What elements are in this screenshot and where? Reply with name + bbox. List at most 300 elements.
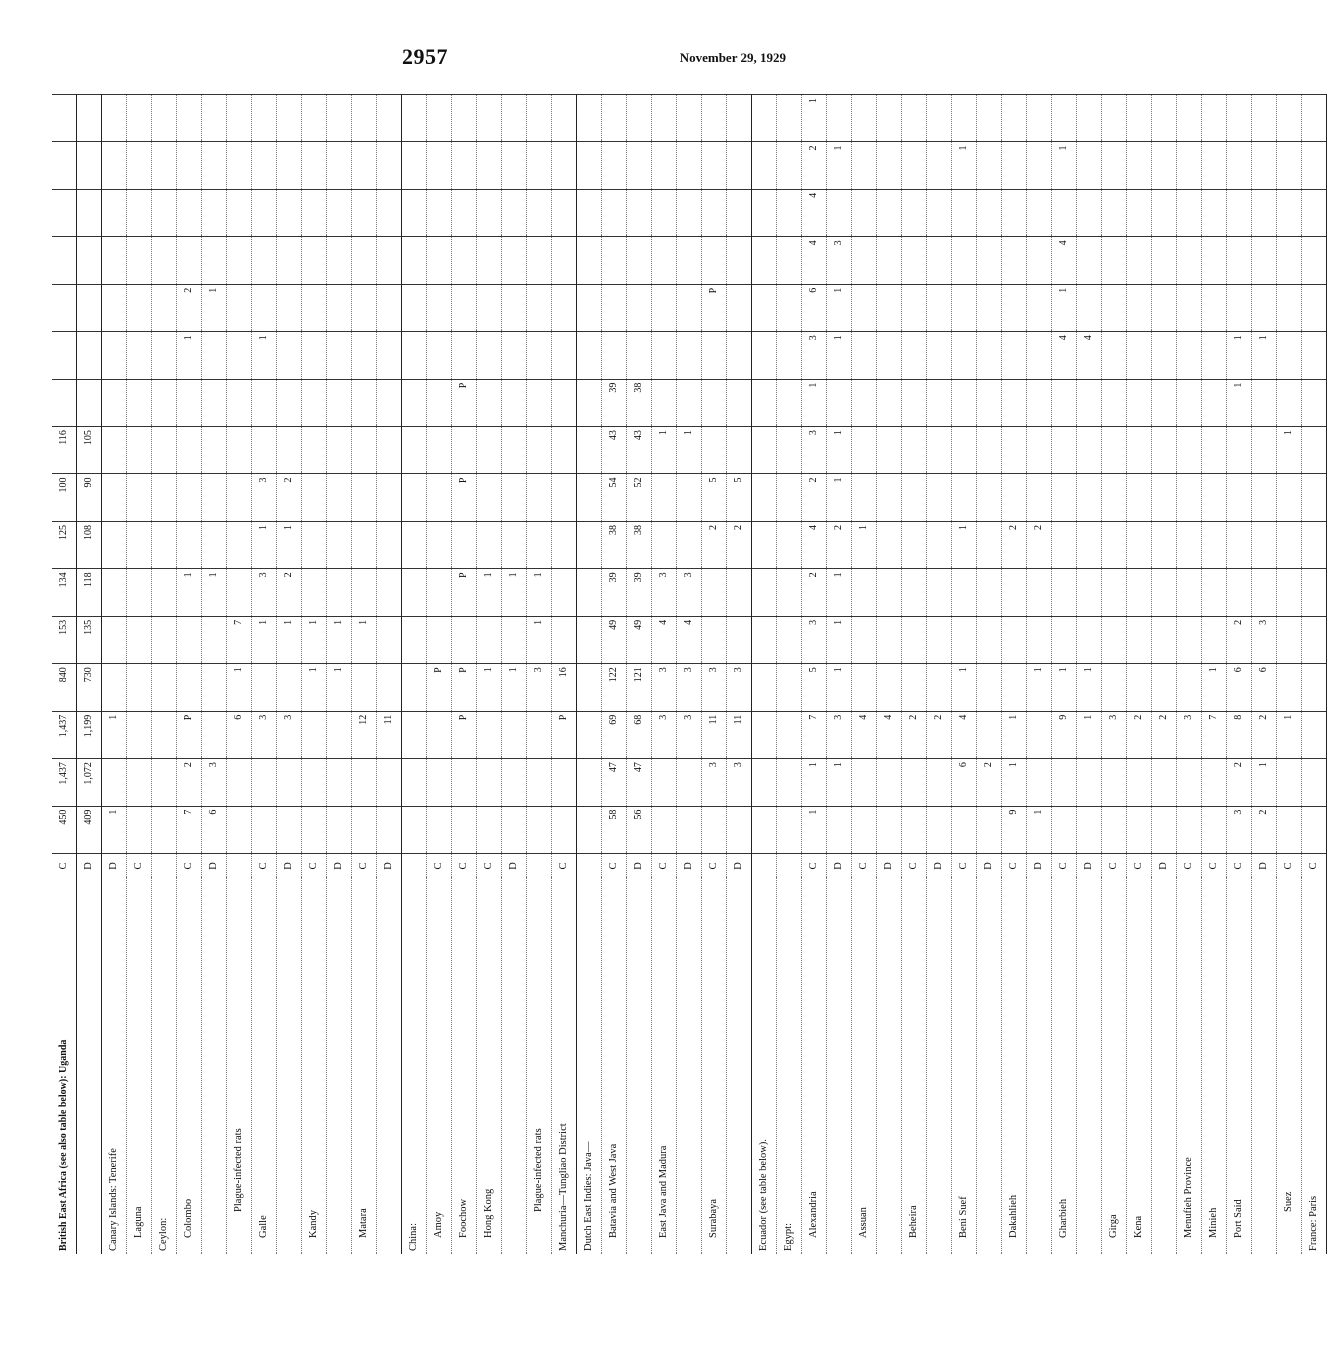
value-cell (552, 189, 577, 236)
value-cell (402, 474, 427, 521)
table-row (127, 95, 152, 1255)
value-cell (1027, 332, 1052, 379)
value-cell: 1 (827, 616, 852, 663)
value-cell: P (177, 711, 202, 758)
table-row (377, 95, 402, 1255)
value-cell: 1 (502, 664, 527, 711)
value-cell (827, 189, 852, 236)
value-cell (477, 474, 502, 521)
value-cell (327, 711, 352, 758)
value-cell (677, 332, 702, 379)
value-cell (552, 95, 577, 142)
value-cell (327, 189, 352, 236)
value-cell (952, 95, 977, 142)
table-row (177, 95, 202, 1255)
table-row (552, 95, 577, 1255)
value-cell: 1 (352, 616, 377, 663)
value-cell (1027, 284, 1052, 331)
value-cell: 1 (252, 521, 277, 568)
value-cell (702, 427, 727, 474)
value-cell (777, 521, 802, 568)
value-cell: 4 (802, 189, 827, 236)
place-cell: East Java and Madura (652, 878, 677, 1254)
table-row (527, 95, 552, 1255)
value-cell: 1 (502, 569, 527, 616)
value-cell (852, 616, 877, 663)
value-cell: 108 (77, 521, 102, 568)
value-cell: 38 (627, 379, 652, 426)
place-cell: Galle (252, 878, 277, 1254)
value-cell (1102, 237, 1127, 284)
place-cell: Egypt: (777, 878, 802, 1254)
value-cell (1052, 474, 1077, 521)
place-cell (977, 878, 1002, 1254)
value-cell (1202, 142, 1227, 189)
value-cell: 6 (1252, 664, 1277, 711)
value-cell (1252, 379, 1277, 426)
value-cell (152, 142, 177, 189)
value-cell (1302, 189, 1327, 236)
place-cell: Colombo (177, 878, 202, 1254)
value-cell (927, 427, 952, 474)
value-cell (852, 474, 877, 521)
value-cell (652, 379, 677, 426)
value-cell: 1 (102, 711, 127, 758)
value-cell (1002, 427, 1027, 474)
value-cell (1277, 189, 1302, 236)
value-cell (977, 142, 1002, 189)
place-cell (927, 878, 952, 1254)
value-cell (652, 189, 677, 236)
value-cell (427, 142, 452, 189)
value-cell: P (452, 379, 477, 426)
value-cell (377, 806, 402, 853)
value-cell (902, 427, 927, 474)
value-cell (477, 759, 502, 806)
table-row (327, 95, 352, 1255)
value-cell (377, 189, 402, 236)
value-cell (77, 142, 102, 189)
value-cell (402, 332, 427, 379)
case-death-cell: C (1177, 854, 1202, 879)
value-cell (402, 569, 427, 616)
value-cell: P (452, 474, 477, 521)
case-death-cell (577, 854, 602, 879)
value-cell (552, 142, 577, 189)
case-death-cell: C (1127, 854, 1152, 879)
table-row (727, 95, 752, 1255)
value-cell (552, 332, 577, 379)
value-cell (977, 521, 1002, 568)
value-cell (852, 759, 877, 806)
value-cell (1027, 379, 1052, 426)
value-cell (377, 284, 402, 331)
value-cell: 43 (602, 427, 627, 474)
value-cell (777, 284, 802, 331)
value-cell: 2 (177, 759, 202, 806)
value-cell (977, 711, 1002, 758)
place-cell: British East Africa (see also table below): Uganda (52, 878, 77, 1254)
value-cell (477, 142, 502, 189)
value-cell (1002, 332, 1027, 379)
case-death-cell: C (52, 854, 77, 879)
value-cell (377, 427, 402, 474)
case-death-cell (777, 854, 802, 879)
value-cell: 54 (602, 474, 627, 521)
value-cell (677, 284, 702, 331)
value-cell: 3 (1227, 806, 1252, 853)
value-cell (1252, 95, 1277, 142)
value-cell (127, 237, 152, 284)
value-cell (227, 237, 252, 284)
value-cell (1277, 521, 1302, 568)
value-cell (352, 189, 377, 236)
place-cell: Kandy (302, 878, 327, 1254)
value-cell: 6 (802, 284, 827, 331)
value-cell (702, 569, 727, 616)
value-cell (377, 759, 402, 806)
value-cell: 1 (477, 569, 502, 616)
value-cell (1202, 95, 1227, 142)
value-cell (1127, 284, 1152, 331)
value-cell (202, 474, 227, 521)
value-cell (1127, 189, 1152, 236)
value-cell (427, 616, 452, 663)
value-cell (777, 664, 802, 711)
value-cell (252, 379, 277, 426)
value-cell (777, 806, 802, 853)
value-cell: 153 (52, 616, 77, 663)
value-cell (1152, 427, 1177, 474)
value-cell (1127, 142, 1152, 189)
value-cell (927, 474, 952, 521)
value-cell (477, 711, 502, 758)
value-cell: 3 (1252, 616, 1277, 663)
case-death-cell: D (827, 854, 852, 879)
value-cell (102, 427, 127, 474)
value-cell: 3 (727, 759, 752, 806)
value-cell (252, 95, 277, 142)
value-cell: 1 (302, 664, 327, 711)
value-cell (1227, 189, 1252, 236)
value-cell: 1 (177, 332, 202, 379)
value-cell (527, 474, 552, 521)
value-cell (1227, 427, 1252, 474)
place-cell: Foochow (452, 878, 477, 1254)
value-cell (752, 189, 777, 236)
value-cell (877, 332, 902, 379)
value-cell: 6 (202, 806, 227, 853)
value-cell (677, 759, 702, 806)
value-cell: 47 (602, 759, 627, 806)
value-cell (327, 95, 352, 142)
value-cell (352, 237, 377, 284)
value-cell (502, 284, 527, 331)
value-cell (1202, 189, 1227, 236)
value-cell (102, 237, 127, 284)
value-cell (277, 237, 302, 284)
value-cell: 52 (627, 474, 652, 521)
value-cell: 1 (227, 664, 252, 711)
value-cell (427, 332, 452, 379)
place-cell: Dakahlieh (1002, 878, 1027, 1254)
value-cell (702, 332, 727, 379)
value-cell (277, 759, 302, 806)
value-cell (327, 332, 352, 379)
value-cell (177, 189, 202, 236)
value-cell (302, 711, 327, 758)
value-cell (777, 616, 802, 663)
value-cell (352, 284, 377, 331)
value-cell (277, 806, 302, 853)
place-cell: Amoy (427, 878, 452, 1254)
value-cell: 2 (977, 759, 1002, 806)
value-cell: 38 (602, 521, 627, 568)
value-cell (777, 189, 802, 236)
table-row (902, 95, 927, 1255)
value-cell: 1 (202, 284, 227, 331)
value-cell: P (552, 711, 577, 758)
value-cell: 1 (827, 332, 852, 379)
value-cell (652, 237, 677, 284)
value-cell (1227, 569, 1252, 616)
value-cell (452, 237, 477, 284)
value-cell (677, 521, 702, 568)
value-cell (577, 189, 602, 236)
value-cell (1127, 332, 1152, 379)
value-cell (452, 284, 477, 331)
value-cell (777, 711, 802, 758)
value-cell (777, 379, 802, 426)
place-cell (877, 878, 902, 1254)
value-cell (377, 95, 402, 142)
value-cell (1302, 237, 1327, 284)
value-cell (727, 616, 752, 663)
value-cell (702, 237, 727, 284)
value-cell (302, 237, 327, 284)
value-cell (1277, 806, 1302, 853)
value-cell (1027, 616, 1052, 663)
value-cell: 1 (827, 474, 852, 521)
value-cell (1177, 237, 1202, 284)
case-death-cell: D (627, 854, 652, 879)
value-cell (977, 569, 1002, 616)
value-cell (527, 427, 552, 474)
value-cell (302, 95, 327, 142)
case-death-cell: D (1027, 854, 1052, 879)
place-cell (1077, 878, 1102, 1254)
value-cell: 1 (327, 664, 352, 711)
value-cell (452, 806, 477, 853)
value-cell: 1 (1002, 711, 1027, 758)
value-cell (727, 284, 752, 331)
value-cell: 1 (527, 569, 552, 616)
value-cell (1252, 521, 1277, 568)
value-cell: P (452, 711, 477, 758)
place-cell: Girga (1102, 878, 1127, 1254)
value-cell (1152, 284, 1177, 331)
value-cell: P (427, 664, 452, 711)
value-cell (1127, 569, 1152, 616)
value-cell (952, 474, 977, 521)
value-cell (502, 616, 527, 663)
value-cell (302, 332, 327, 379)
place-cell (827, 878, 852, 1254)
value-cell (127, 521, 152, 568)
value-cell (202, 711, 227, 758)
value-cell: 3 (702, 759, 727, 806)
value-cell (1152, 474, 1177, 521)
plague-table (52, 94, 1319, 1254)
value-cell (277, 142, 302, 189)
value-cell (902, 759, 927, 806)
value-cell: 4 (852, 711, 877, 758)
value-cell: 1 (952, 521, 977, 568)
value-cell (1052, 759, 1077, 806)
value-cell (1077, 474, 1102, 521)
value-cell (777, 95, 802, 142)
value-cell (202, 95, 227, 142)
value-cell (777, 332, 802, 379)
value-cell (427, 521, 452, 568)
value-cell (927, 759, 952, 806)
value-cell: 38 (627, 521, 652, 568)
value-cell (1202, 284, 1227, 331)
case-death-cell (227, 854, 252, 879)
case-death-cell: D (1152, 854, 1177, 879)
value-cell (527, 142, 552, 189)
case-death-cell: C (1202, 854, 1227, 879)
value-cell (1202, 237, 1227, 284)
value-cell (377, 664, 402, 711)
value-cell (927, 569, 952, 616)
value-cell (152, 664, 177, 711)
value-cell (377, 332, 402, 379)
table-row (827, 95, 852, 1255)
value-cell: 1,437 (52, 711, 77, 758)
table-row (577, 95, 602, 1255)
value-cell (1027, 427, 1052, 474)
value-cell (1152, 332, 1177, 379)
value-cell (227, 95, 252, 142)
value-cell (1027, 474, 1052, 521)
value-cell (652, 332, 677, 379)
value-cell (852, 142, 877, 189)
value-cell (1152, 237, 1177, 284)
value-cell (727, 142, 752, 189)
value-cell (1227, 284, 1252, 331)
value-cell (752, 95, 777, 142)
value-cell: 1 (827, 284, 852, 331)
value-cell (727, 237, 752, 284)
value-cell (1277, 616, 1302, 663)
value-cell (302, 759, 327, 806)
table-row (927, 95, 952, 1255)
place-cell (1252, 878, 1277, 1254)
value-cell (127, 142, 152, 189)
value-cell (902, 189, 927, 236)
place-cell: Port Said (1227, 878, 1252, 1254)
value-cell (877, 427, 902, 474)
value-cell (1277, 759, 1302, 806)
value-cell (652, 95, 677, 142)
value-cell (102, 284, 127, 331)
value-cell (302, 521, 327, 568)
value-cell (227, 427, 252, 474)
value-cell (1052, 427, 1077, 474)
value-cell (252, 142, 277, 189)
value-cell (502, 474, 527, 521)
value-cell (902, 284, 927, 331)
place-cell (377, 878, 402, 1254)
place-cell: Canary Islands: Tenerife (102, 878, 127, 1254)
value-cell (452, 427, 477, 474)
place-cell: Hong Kong (477, 878, 502, 1254)
value-cell: 1 (677, 427, 702, 474)
value-cell: 3 (652, 711, 677, 758)
value-cell (977, 806, 1002, 853)
table-row (1277, 95, 1302, 1255)
value-cell (102, 474, 127, 521)
value-cell (277, 379, 302, 426)
value-cell (1102, 569, 1127, 616)
value-cell (177, 664, 202, 711)
table-row (202, 95, 227, 1255)
value-cell (402, 95, 427, 142)
value-cell (1027, 189, 1052, 236)
value-cell (302, 474, 327, 521)
value-cell (1127, 521, 1152, 568)
case-death-cell: D (327, 854, 352, 879)
value-cell (1077, 379, 1102, 426)
value-cell (702, 142, 727, 189)
value-cell (302, 569, 327, 616)
value-cell (52, 189, 77, 236)
value-cell: 3 (527, 664, 552, 711)
value-cell (1227, 521, 1252, 568)
value-cell (102, 142, 127, 189)
value-cell (77, 189, 102, 236)
table-row (1152, 95, 1177, 1255)
value-cell (877, 759, 902, 806)
case-death-cell: C (902, 854, 927, 879)
value-cell: 1 (1027, 806, 1052, 853)
value-cell (752, 284, 777, 331)
value-cell: 68 (627, 711, 652, 758)
value-cell (877, 664, 902, 711)
value-cell (352, 332, 377, 379)
value-cell (577, 474, 602, 521)
value-cell: 2 (827, 521, 852, 568)
value-cell (877, 237, 902, 284)
value-cell (427, 284, 452, 331)
value-cell: 1 (952, 142, 977, 189)
value-cell (627, 142, 652, 189)
value-cell (577, 711, 602, 758)
case-death-cell: C (302, 854, 327, 879)
value-cell (777, 474, 802, 521)
value-cell (652, 474, 677, 521)
value-cell (427, 237, 452, 284)
value-cell (102, 379, 127, 426)
value-cell: 2 (727, 521, 752, 568)
value-cell (1177, 616, 1202, 663)
value-cell (102, 759, 127, 806)
value-cell (577, 237, 602, 284)
value-cell: 134 (52, 569, 77, 616)
value-cell (402, 664, 427, 711)
value-cell: 4 (677, 616, 702, 663)
